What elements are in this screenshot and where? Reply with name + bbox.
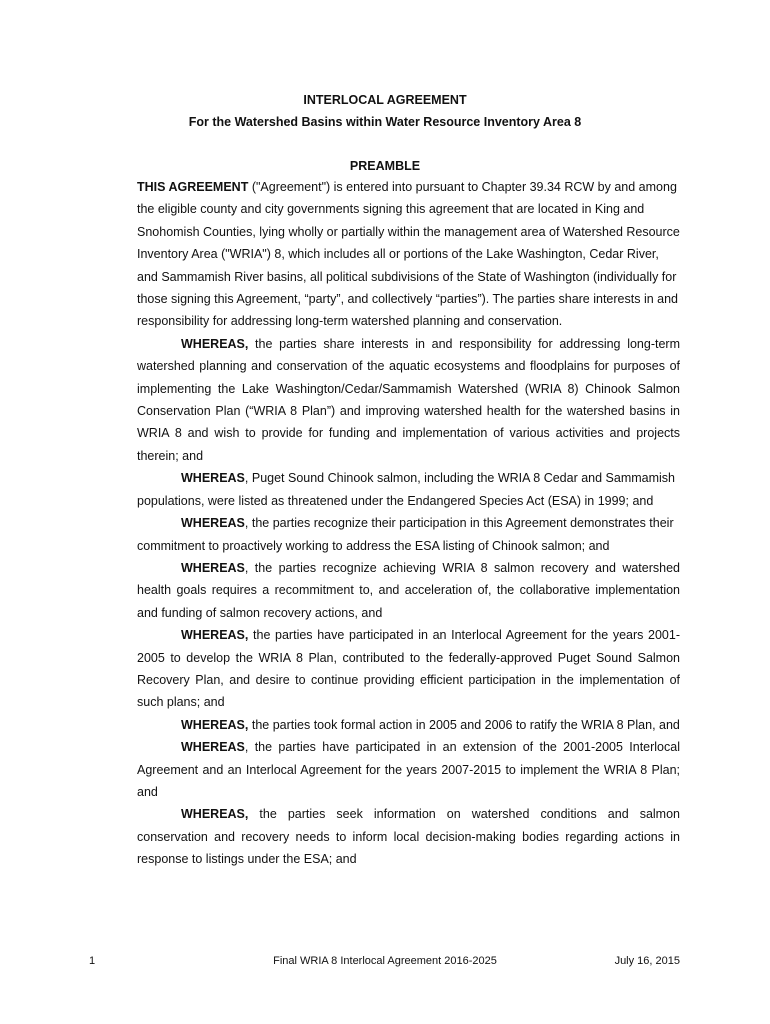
whereas-paragraph-8 <box>137 803 680 870</box>
preamble-heading: PREAMBLE <box>349 159 421 173</box>
whereas-text: , the parties recognize their participation in this Agreement demonstrates their commitment to proactively working to address the ESA listing of Chinook salmon; and <box>137 516 674 553</box>
whereas-paragraph-1 <box>137 333 680 467</box>
whereas-text: the parties took formal action in 2005 and 2006 to ratify the WRIA 8 Plan, and <box>248 717 680 732</box>
whereas-lead: WHEREAS <box>181 516 245 531</box>
whereas-text: , the parties have participated in an extension of the 2001-2005 Interlocal Agreement and an Interlocal Agreement for the years 2007-2015 to implement the WRIA 8 Plan; and <box>137 740 680 799</box>
whereas-lead: WHEREAS, <box>181 717 249 732</box>
whereas-lead: WHEREAS, <box>181 807 249 822</box>
whereas-lead: WHEREAS, <box>181 336 249 351</box>
whereas-paragraph-6 <box>137 714 680 736</box>
whereas-paragraph-5 <box>137 624 680 714</box>
document-subtitle: For the Watershed Basins within Water Resource Inventory Area 8 <box>188 115 582 129</box>
whereas-text: the parties have participated in an Interlocal Agreement for the years 2001-2005 to develop the WRIA 8 Plan, contributed to the federally-approved Puget Sound Salmon Recovery Plan, and desire to continue providing efficient participation in the implementation of such plans; and <box>137 628 680 710</box>
document-title: INTERLOCAL AGREEMENT <box>303 93 467 107</box>
whereas-paragraph-2 <box>137 467 680 512</box>
footer-page-number: 1 <box>89 955 96 967</box>
whereas-lead: WHEREAS <box>181 740 245 755</box>
preamble-paragraph <box>137 176 680 333</box>
whereas-lead: WHEREAS <box>181 471 245 486</box>
document-body <box>137 176 680 871</box>
footer-document-name: Final WRIA 8 Interlocal Agreement 2016-2025 <box>273 955 497 967</box>
whereas-paragraph-3 <box>137 512 680 557</box>
whereas-text: the parties seek information on watershed conditions and salmon conservation and recovery needs to inform local decision-making bodies regarding actions in response to listings under the ESA; and <box>137 807 680 867</box>
preamble-lead: THIS AGREEMENT <box>137 180 249 194</box>
preamble-text: ("Agreement") is entered into pursuant to Chapter 39.34 RCW by and among the eligible county and city governments signing this agreement that are located in King and Snohomish Counties, lying wholly or partially within the management area of Watershed Resource Inventory Area ("WRIA") 8, which includes all or portions of the Lake Washington, Cedar River, and Sammamish River basins, all political subdivisions of the State of Washington (individually for those signing this Agreement, “party”, and collectively “parties”). The parties share interests in and responsibility for addressing long-term watershed planning and conservation. <box>137 180 680 329</box>
whereas-lead: WHEREAS, <box>181 628 249 643</box>
whereas-text: the parties share interests in and responsibility for addressing long-term watershed planning and conservation of the aquatic ecosystems and floodplains for purposes of implementing the Lake Washington/Cedar/Sammamish Watershed (WRIA 8) Chinook Salmon Conservation Plan (“WRIA 8 Plan”) and improving watershed health for the watershed basins in WRIA 8 and wish to provide for funding and implementation of various activities and projects therein; and <box>137 336 680 463</box>
whereas-paragraph-4 <box>137 557 680 624</box>
whereas-paragraph-7 <box>137 736 680 803</box>
footer-date: July 16, 2015 <box>614 955 680 967</box>
whereas-lead: WHEREAS <box>181 560 245 575</box>
whereas-text: , Puget Sound Chinook salmon, including the WRIA 8 Cedar and Sammamish populations, were listed as threatened under the Endangered Species Act (ESA) in 1999; and <box>137 471 675 508</box>
whereas-text: , the parties recognize achieving WRIA 8 salmon recovery and watershed health goals requires a recommitment to, and acceleration of, the collaborative implementation and funding of salmon recovery actions, and <box>137 560 680 620</box>
